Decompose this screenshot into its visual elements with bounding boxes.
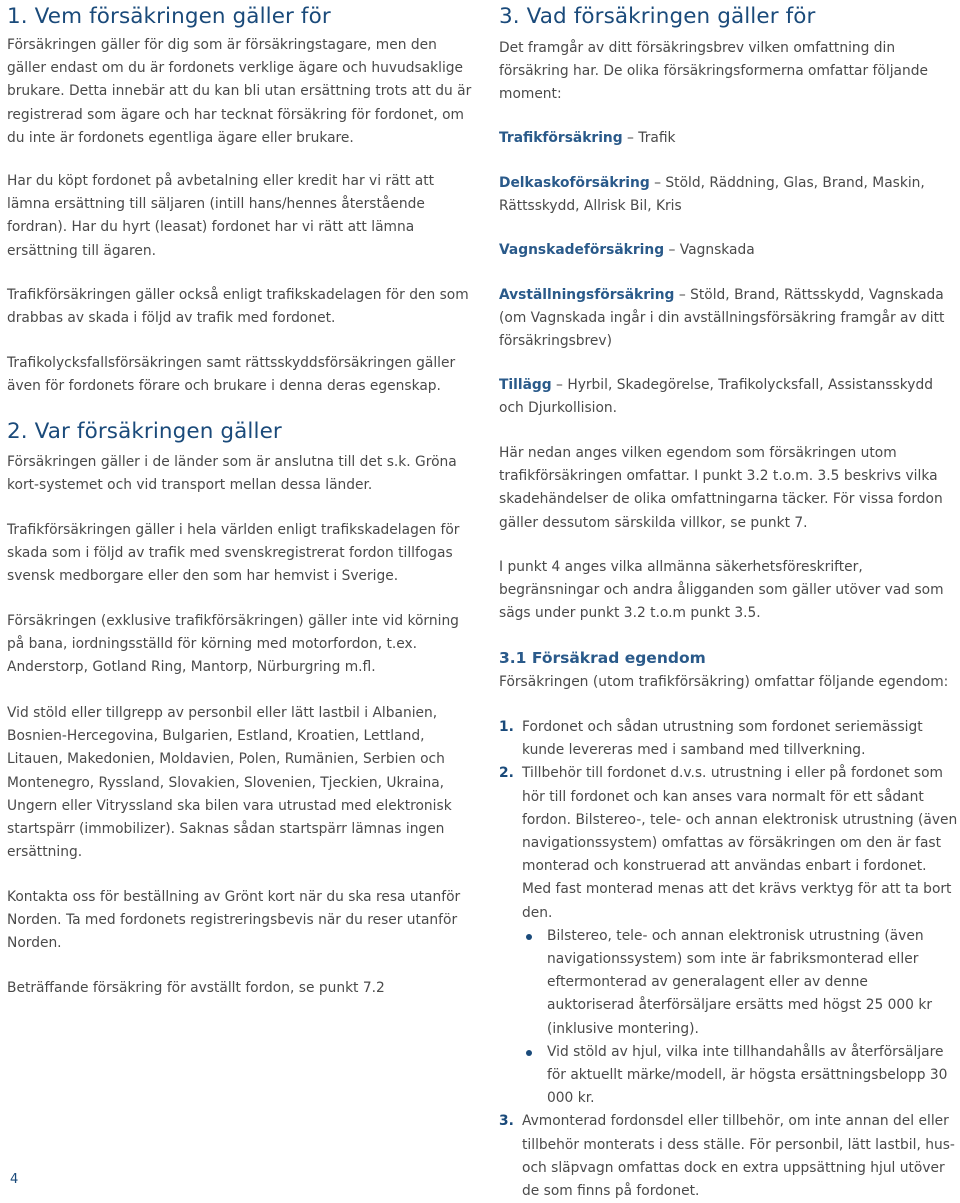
bullet-icon <box>526 934 532 940</box>
section-2-heading: 2. Var försäkringen gäller <box>7 419 282 444</box>
list-number: 1. <box>499 719 514 735</box>
list-item-text: Tillbehör till fordonet d.v.s. utrustning i eller på fordonet som hör till fordonet och kan anses vara normalt för ett sådant fordon. Bilstereo-, tele- och annan elektronisk utrustning (även navigationssystem) omfattas av försäkringen om den är fast monterad och konstruerad att användas enbart i fordonet. Med fast monterad menas att det krävs verktyg för att ta bort den. <box>522 765 958 921</box>
section-3-intro: Det framgår av ditt försäkringsbrev vilken omfattning din försäkring har. De olika försäkringsformerna omfattar följande moment: <box>499 40 928 103</box>
page-number: 4 <box>10 1172 19 1187</box>
section-2-paragraph-5: Kontakta oss för beställning av Grönt kort när du ska resa utanför Norden. Ta med fordonets registreringsbevis när du reser utanför Norden. <box>7 889 461 952</box>
bullet-item: Vid stöld av hjul, vilka inte tillhandahålls av återförsäljare för aktuellt märke/modell, är högsta ersättningsbelopp 30 000 kr. <box>523 1041 959 1111</box>
section-2-paragraph-6: Beträffande försäkring för avställt fordon, se punkt 7.2 <box>7 980 385 996</box>
section-2-paragraph-1: Försäkringen gäller i de länder som är anslutna till det s.k. Gröna kort-systemet och vid transport mellan dessa länder. <box>7 454 457 494</box>
list-item <box>499 762 959 1110</box>
list-item <box>499 716 959 762</box>
list-item-text: Avmonterad fordonsdel eller tillbehör, om inte annan del eller tillbehör monterats i dess ställe. För personbil, lätt lastbil, hus- och släpvagn omfattas dock en extra uppsättning hjul utöver de som finns på fordonet. <box>522 1113 955 1200</box>
bullet-item: Bilstereo, tele- och annan elektronisk utrustning (även navigationssystem) som inte är fabriksmonterad eller eftermonterad av generalagent eller av denne auktoriserad återförsäljare ersätts med högst 25 000 kr (inklusive montering). <box>523 925 959 1041</box>
bullet-list <box>523 925 959 1111</box>
section-2-paragraph-4: Vid stöld eller tillgrepp av personbil eller lätt lastbil i Albanien, Bosnien-Hercegovina, Bulgarien, Estland, Kroatien, Lettland, Litauen, Makedonien, Moldavien, Polen, Rumänien, Serbien och Montenegro, Ryssland, Slovakien, Slovenien, Tjeckien, Ukraina, Ungern eller Vitryssland ska bilen vara utrustad med elektronisk startspärr (immobilizer). Saknas sådan startspärr lämnas ingen ersättning. <box>7 705 452 861</box>
bullet-icon <box>526 1050 532 1056</box>
section-3-paragraph-3: I punkt 4 anges vilka allmänna säkerhetsföreskrifter, begränsningar och andra åligganden som gäller utöver vad som sägs under punkt 3.2 t.o.m punkt 3.5. <box>499 559 944 622</box>
section-1-paragraph-3: Trafikförsäkringen gäller också enligt trafikskadelagen för den som drabbas av skada i följd av trafik med fordonet. <box>7 287 469 327</box>
section-3-1-intro: Försäkringen (utom trafikförsäkring) omfattar följande egendom: <box>499 674 949 690</box>
coverage-form-vagnskada: Vagnskadeförsäkring – Vagnskada <box>499 242 755 258</box>
section-3-1-heading: 3.1 Försäkrad egendom <box>499 649 706 667</box>
coverage-form-delkasko: Delkaskoförsäkring – Stöld, Räddning, Glas, Brand, Maskin, Rättsskydd, Allrisk Bil, Kris <box>499 175 925 215</box>
section-3-paragraph-2: Här nedan anges vilken egendom som försäkringen utom trafikförsäkringen omfattar. I punkt 3.2 t.o.m. 3.5 beskrivs vilka skadehändelser de olika omfattningarna täcker. För vissa fordon gäller dessutom särskilda villkor, se punkt 7. <box>499 445 943 531</box>
section-1-paragraph-1: Försäkringen gäller för dig som är försäkringstagare, men den gäller endast om du är fordonets verklige ägare och huvudsaklige brukare. Detta innebär att du kan bli utan ersättning trots att du är registrerad som ägare och har tecknat försäkring för fordonet, om du inte är fordonets egentliga ägare eller brukare. <box>7 37 472 146</box>
coverage-form-trafik: Trafikförsäkring – Trafik <box>499 130 676 146</box>
list-item-text: Fordonet och sådan utrustning som fordonet seriemässigt kunde levereras med i samband med tillverkning. <box>522 719 923 759</box>
list-item <box>499 1110 959 1203</box>
section-2-paragraph-3: Försäkringen (exklusive trafikförsäkringen) gäller inte vid körning på bana, iordningsställd för körning med motorfordon, t.ex. Anderstorp, Gotland Ring, Mantorp, Nürburgring m.fl. <box>7 613 459 676</box>
section-1-heading: 1. Vem försäkringen gäller för <box>7 4 331 29</box>
section-2-paragraph-2: Trafikförsäkringen gäller i hela världen enligt trafikskadelagen för skada som i följd av trafik med svenskregistrerat fordon tillfogas svensk medborgare eller den som har hemvist i Sverige. <box>7 522 460 585</box>
section-1-paragraph-4: Trafikolycksfallsförsäkringen samt rättsskyddsförsäkringen gäller även för fordonets förare och brukare i denna deras egenskap. <box>7 355 456 395</box>
coverage-form-tillagg: Tillägg – Hyrbil, Skadegörelse, Trafikolycksfall, Assistansskydd och Djurkollision. <box>499 377 933 417</box>
section-1-paragraph-2: Har du köpt fordonet på avbetalning eller kredit har vi rätt att lämna ersättning till säljaren (intill hans/hennes återstående fordran). Har du hyrt (leasat) fordonet har vi rätt att lämna ersättning till ägaren. <box>7 173 435 259</box>
coverage-form-avstallning: Avställningsförsäkring – Stöld, Brand, Rättsskydd, Vagnskada (om Vagnskada ingår i din avställningsförsäkring framgår av ditt försäkringsbrev) <box>499 287 945 350</box>
insured-property-list <box>499 716 959 1203</box>
section-3-heading: 3. Vad försäkringen gäller för <box>499 4 816 29</box>
list-number: 3. <box>499 1113 514 1130</box>
list-number: 2. <box>499 765 514 782</box>
